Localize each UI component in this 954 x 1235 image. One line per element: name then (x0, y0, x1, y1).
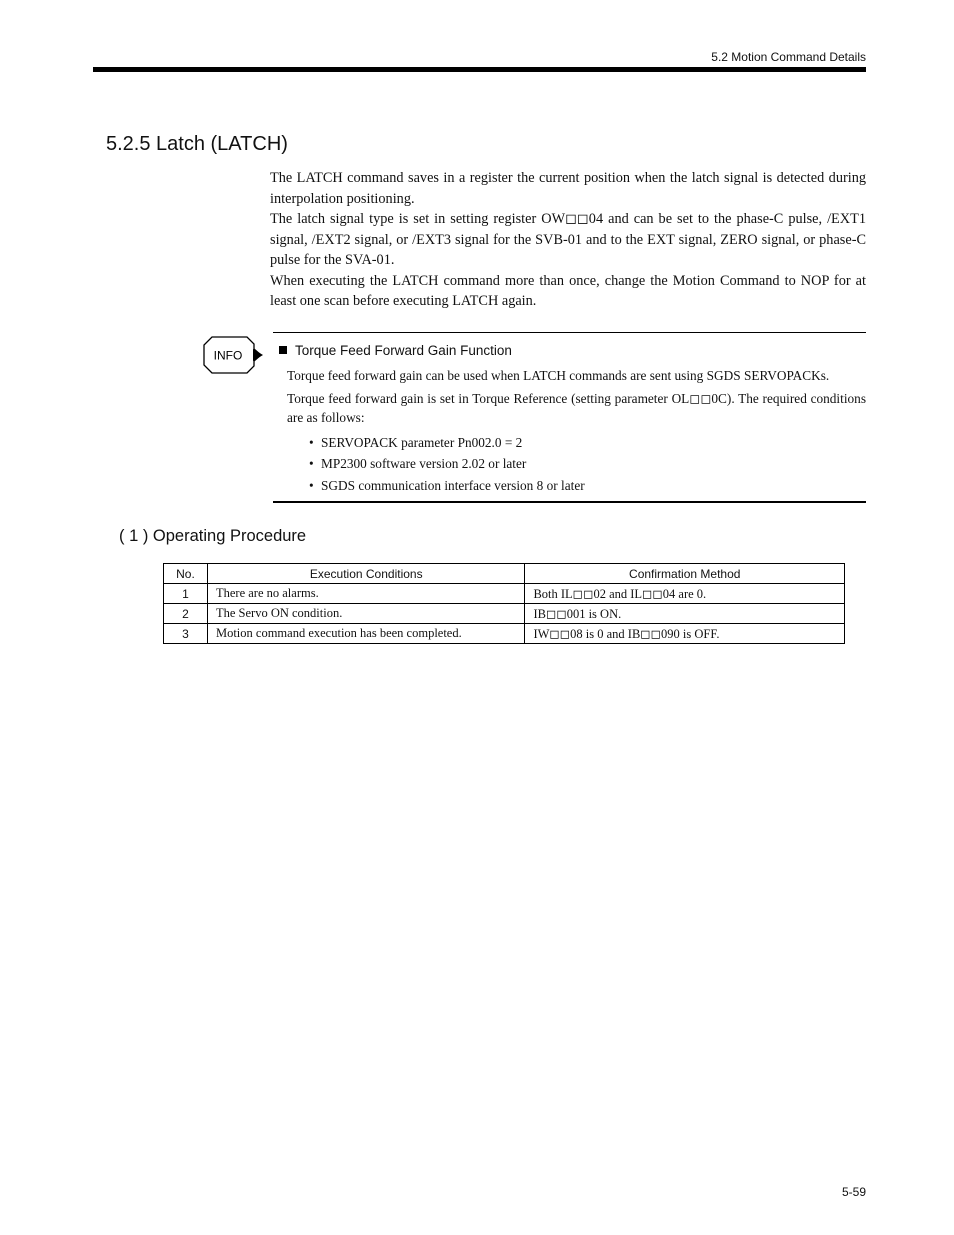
body-paragraph: When executing the LATCH command more than once, change the Motion Command to NOP for at least one scan before executing LATCH again. (270, 272, 866, 309)
procedure-table (163, 563, 845, 644)
list-item: • SGDS communication interface version 8 or later (309, 475, 866, 497)
table-cell: IB◻◻001 is ON. (525, 604, 845, 624)
header-rule (93, 67, 866, 72)
table-cell: Motion command execution has been completed. (207, 624, 524, 644)
list-item: • SERVOPACK parameter Pn002.0 = 2 (309, 432, 866, 454)
table-cell: 1 (164, 584, 208, 604)
table-cell: There are no alarms. (207, 584, 524, 604)
info-paragraph: Torque feed forward gain is set in Torque Reference (setting parameter OL◻◻0C). The required conditions are as follows: (287, 390, 866, 425)
subsection-title: ( 1 ) Operating Procedure (119, 527, 307, 545)
info-icon-label: INFO (213, 348, 243, 363)
table-row (164, 584, 845, 604)
table-cell: The Servo ON condition. (207, 604, 524, 624)
table-cell: 3 (164, 624, 208, 644)
table-row (164, 604, 845, 624)
body-paragraph: The LATCH command saves in a register the current position when the latch signal is detected during interpolation positioning. (270, 170, 866, 207)
section-title: 5.2.5 Latch (LATCH) (106, 133, 288, 155)
body-paragraph: The latch signal type is set in setting register OW◻◻04 and can be set to the phase-C pulse, /EXT1 signal, /EXT2 signal, or /EXT3 signal for the SVB-01 and to the EXT signal, ZERO signal, or phase-C pulse for the SVA-01. (270, 211, 866, 268)
section-body (270, 168, 866, 312)
running-head: 5.2 Motion Command Details (711, 50, 866, 64)
table-header-row (164, 564, 845, 584)
info-icon (203, 336, 267, 374)
column-header: Execution Conditions (207, 564, 524, 584)
info-rule-top (273, 332, 866, 333)
table-cell: 2 (164, 604, 208, 624)
table-row (164, 624, 845, 644)
info-heading-text: Torque Feed Forward Gain Function (295, 343, 512, 358)
info-bullet-list (309, 432, 866, 497)
column-header: Confirmation Method (525, 564, 845, 584)
info-rule-bottom (273, 501, 866, 503)
table-cell: Both IL◻◻02 and IL◻◻04 are 0. (525, 584, 845, 604)
info-paragraph: Torque feed forward gain can be used when LATCH commands are sent using SGDS SERVOPACKs. (287, 368, 830, 383)
square-bullet-icon (279, 346, 287, 354)
page-number: 5-59 (841, 1185, 866, 1199)
info-heading (279, 343, 512, 358)
info-body (287, 366, 866, 496)
table-cell: IW◻◻08 is 0 and IB◻◻090 is OFF. (525, 624, 845, 644)
column-header: No. (164, 564, 208, 584)
list-item: • MP2300 software version 2.02 or later (309, 453, 866, 475)
